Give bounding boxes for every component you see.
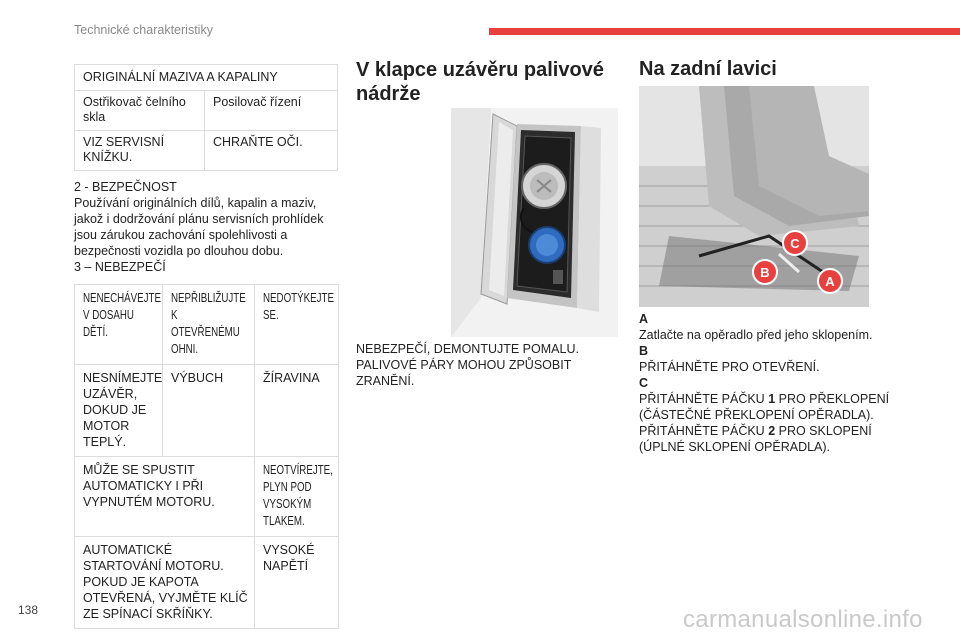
marker-c-label: C [790,236,800,251]
cell-text: NEDOTÝKEJTE SE. [263,291,334,322]
table-row [75,457,339,537]
note-line: 3 – NEBEZPEČÍ [74,260,166,274]
page-number: 138 [18,603,39,617]
table-row [75,365,339,457]
header-accent-bar [489,28,960,35]
table-cell: VÝBUCH [163,365,255,457]
table-cell: VYSOKÉ NAPĚTÍ [255,537,339,629]
table-row [75,91,338,131]
note-line: 2 - BEZPEČNOST [74,180,177,194]
table-cell: VIZ SERVISNÍ KNÍŽKU. [75,131,205,171]
watermark: carmanualsonline.info [683,606,923,633]
fuel-flap-title: V klapce uzávěru palivové nádrže [356,59,604,105]
table-cell [163,285,255,365]
table-cell: Posilovač řízení [205,91,338,131]
step-text [639,391,899,423]
fluids-table [74,64,338,171]
column-left [74,64,338,629]
rear-bench-title: Na zadní lavici [639,58,777,80]
fuel-flap-illustration [451,108,618,337]
table-cell: Ostřikovač čelního skla [75,91,205,131]
cell-text: NENECHÁVEJTE V DOSAHU DĚTÍ. [83,291,162,339]
table-cell: NESNÍMEJTE UZÁVĚR, DOKUD JE MOTOR TEPLÝ. [75,365,163,457]
section-title: Technické charakteristiky [74,23,213,37]
table-cell [255,457,339,537]
fluids-table-heading: ORIGINÁLNÍ MAZIVA A KAPALINY [75,65,338,91]
rear-bench-illustration [639,86,869,307]
step-label: C [639,376,649,390]
step-label: A [639,312,649,326]
lever-number: 2 [768,424,776,438]
step-text-part: PŘITÁHNĚTE PÁČKU [639,424,769,438]
table-cell: CHRAŇTE OČI. [205,131,338,171]
step-text-part: PŘITÁHNĚTE PÁČKU [639,392,769,406]
table-cell: MŮŽE SE SPUSTIT AUTOMATICKY I PŘI VYPNUTÉM MOTORU. [75,457,255,537]
fuel-flap-caption: NEBEZPEČÍ, DEMONTUJTE POMALU. PALIVOVÉ PÁRY MOHOU ZPŮSOBIT ZRANĚNÍ. [356,342,579,388]
table-cell: ŽÍRAVINA [255,365,339,457]
step-label: B [639,344,649,358]
step-text-part: PRO SKLOPENÍ (ÚPLNÉ SKLOPENÍ OPĚRADLA). [639,424,872,454]
table-row [75,537,339,629]
table-row [75,131,338,171]
table-cell [255,285,339,365]
rear-bench-instructions [639,311,899,455]
step-text: PŘITÁHNĚTE PRO OTEVŘENÍ. [639,360,820,374]
note-line: Používání originálních dílů, kapalin a maziv, jakož i dodržování plánu servisních prohlídek jsou zárukou zachování spolehlivosti a bezpečnosti vozidla po dlouhou dobu. [74,196,324,258]
step-text [639,423,899,455]
marker-b-label: B [760,265,770,280]
cell-text: NEOTVÍREJTE, PLYN POD VYSOKÝM TLAKEM. [263,463,333,528]
column-middle [356,58,618,106]
step-text-part: PRO PŘEKLOPENÍ (ČÁSTEČNÉ PŘEKLOPENÍ OPĚRADLA). [639,392,890,422]
table-cell: AUTOMATICKÉ STARTOVÁNÍ MOTORU. POKUD JE KAPOTA OTEVŘENÁ, VYJMĚTE KLÍČ ZE SPÍNACÍ SKŘÍŇKY. [75,537,255,629]
table-cell [75,285,163,365]
danger-table [74,284,339,629]
step-text: Zatlačte na opěradlo před jeho sklopením. [639,328,873,342]
marker-a-label: A [825,274,835,289]
cell-text: NEPŘIBLIŽUJTE K OTEVŘENÉMU OHNI. [171,291,246,356]
table-row [75,285,339,365]
safety-note [74,179,338,275]
lever-number: 1 [768,392,776,406]
